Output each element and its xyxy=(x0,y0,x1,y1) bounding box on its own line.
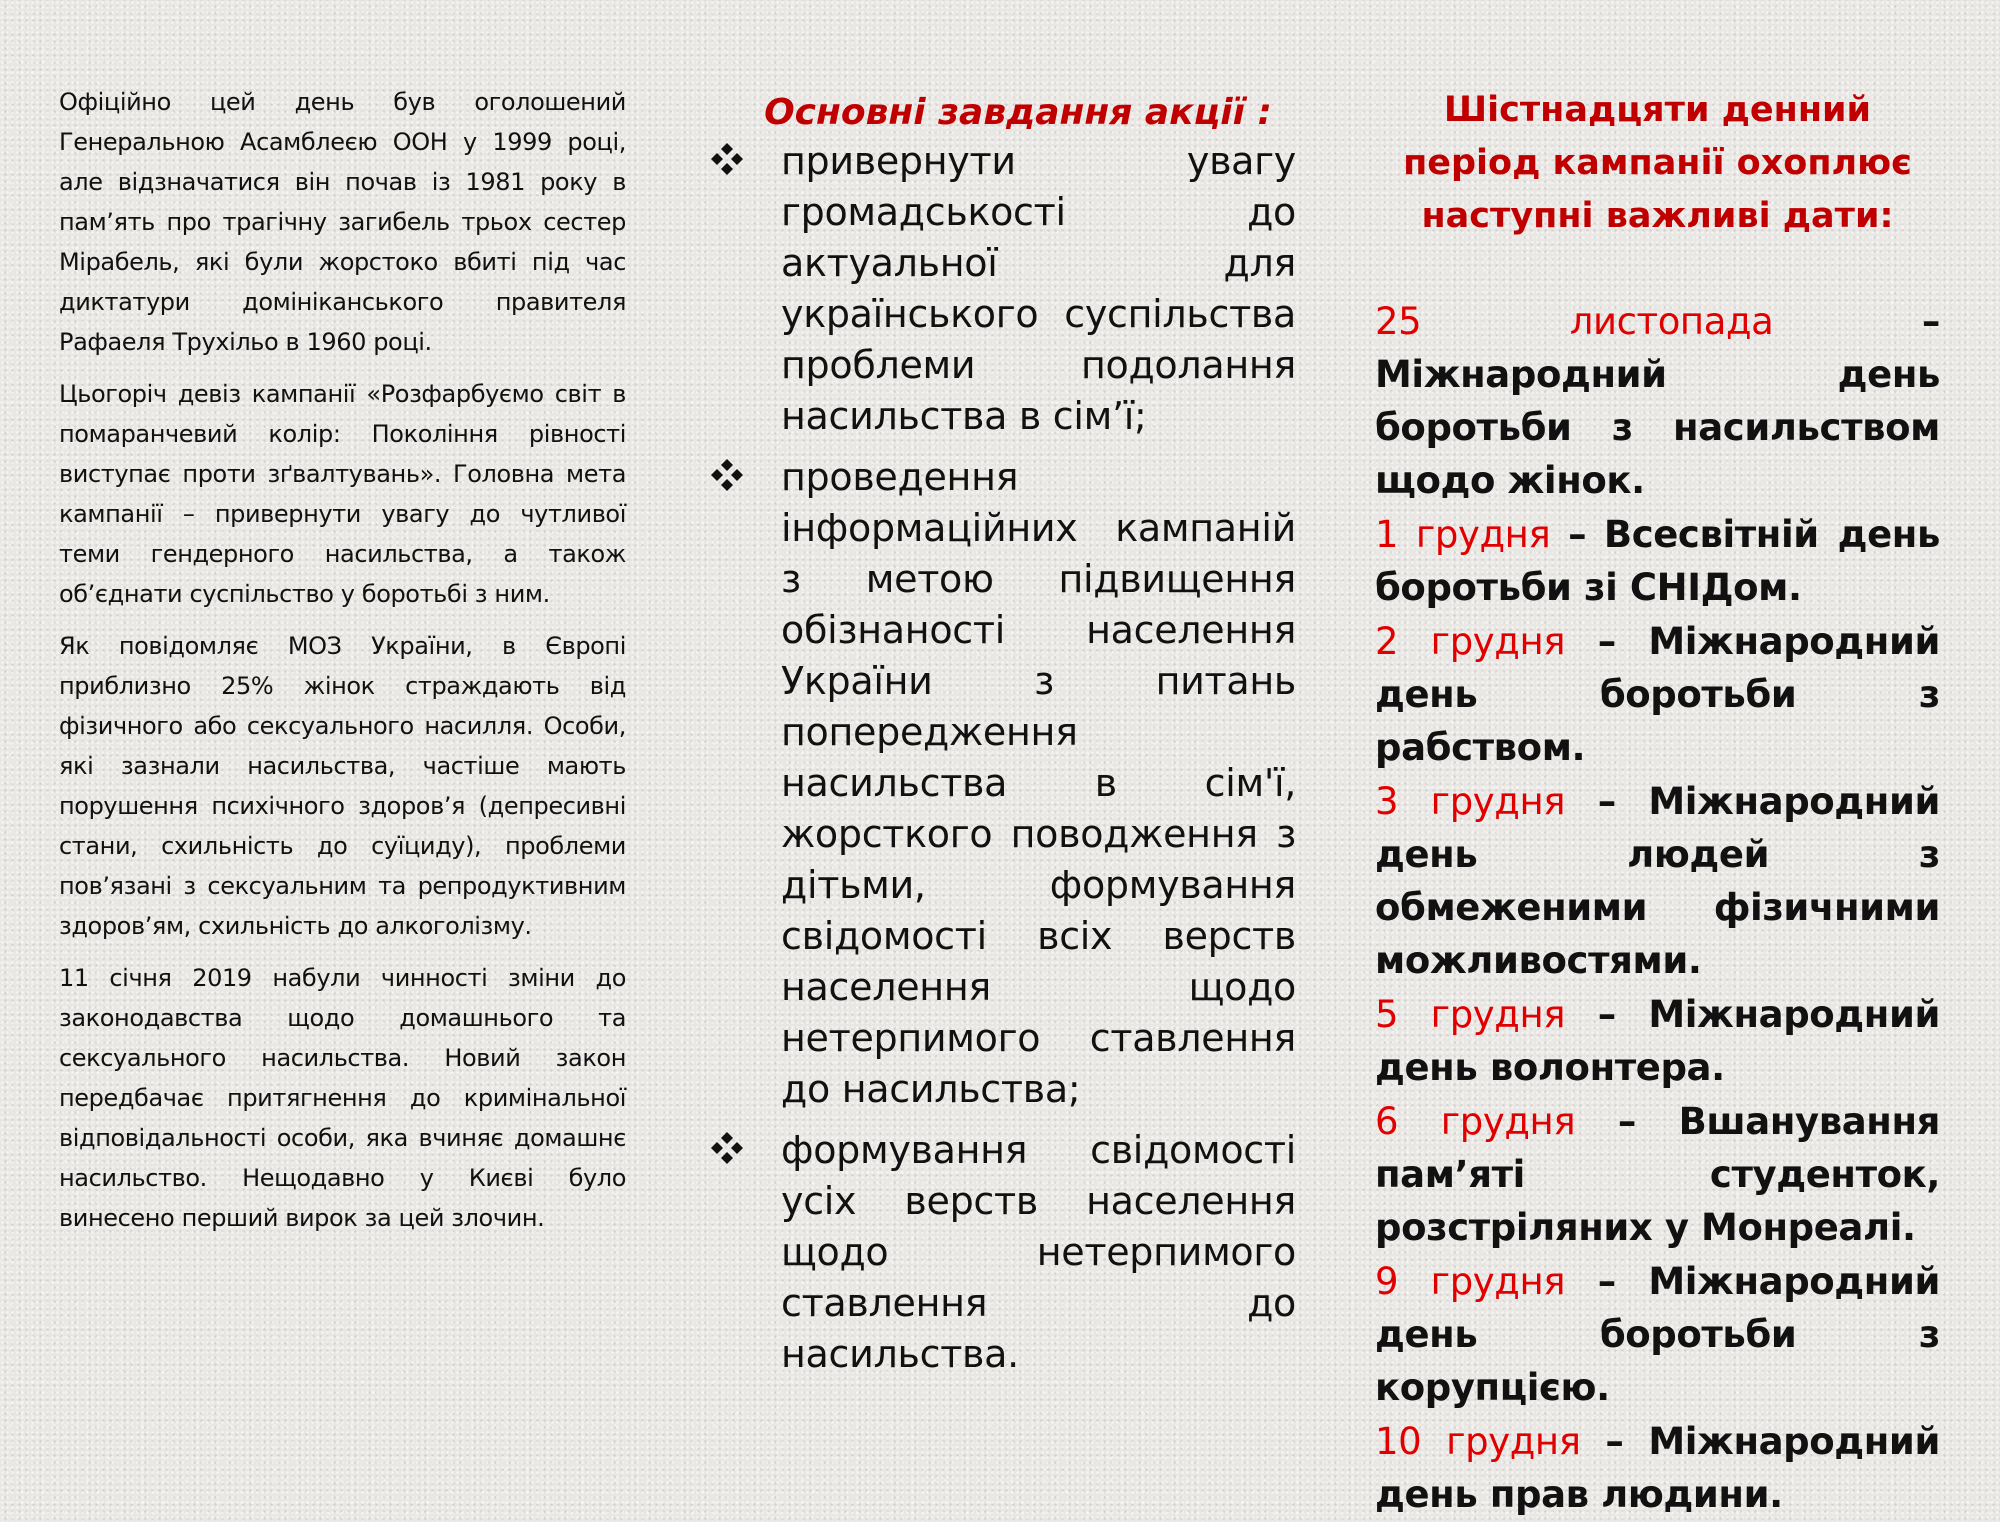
date-description: Міжнародний день прав людини. xyxy=(1375,1420,1940,1516)
date-dash: – xyxy=(1597,993,1616,1036)
date-description: Міжнародний день боротьби з насильством щодо жінок. xyxy=(1375,353,1940,502)
tasks-list xyxy=(700,136,1296,1380)
date-description: Всесвітній день боротьби зі СНІДом. xyxy=(1375,513,1940,609)
dates-heading: Шістнадцяти денний період кампанії охоплює наступні важливі дати: xyxy=(1403,90,1912,236)
task-item xyxy=(700,1125,1296,1380)
dates-list xyxy=(1375,295,1940,1521)
date-label: 6 грудня xyxy=(1375,1100,1576,1143)
date-description: Міжнародний день боротьби з корупцією. xyxy=(1375,1260,1940,1409)
date-entry xyxy=(1375,775,1940,987)
task-item xyxy=(700,136,1296,442)
date-dash: – xyxy=(1605,1420,1624,1463)
date-dash: – xyxy=(1921,300,1940,343)
date-dash: – xyxy=(1617,1100,1636,1143)
four-diamonds-icon xyxy=(710,1131,744,1165)
four-diamonds-icon xyxy=(710,458,744,492)
date-entry xyxy=(1375,508,1940,614)
date-description: Вшанування пам’яті студенток, розстріляних у Монреалі. xyxy=(1375,1100,1940,1249)
date-label: 5 грудня xyxy=(1375,993,1566,1036)
date-entry xyxy=(1375,1415,1940,1521)
tasks-heading: Основні завдання акції : xyxy=(764,92,1272,133)
task-item xyxy=(700,452,1296,1115)
date-entry xyxy=(1375,988,1940,1094)
date-label: 1 грудня xyxy=(1375,513,1551,556)
date-description: Міжнародний день боротьби з рабством. xyxy=(1375,620,1940,769)
date-label: 25 листопада xyxy=(1375,300,1774,343)
four-diamonds-icon xyxy=(710,142,744,176)
middle-column xyxy=(700,86,1296,1390)
date-entry xyxy=(1375,1255,1940,1414)
task-text: проведення інформаційних кампаній з метою підвищення обізнаності населення України з питань попередження насильства в сім'ї, жорсткого поводження з дітьми, формування свідомості всіх верств населення щодо нетерпимого ставлення до насильства; xyxy=(781,455,1296,1111)
date-entry xyxy=(1375,615,1940,774)
date-dash: – xyxy=(1568,513,1587,556)
date-description: Міжнародний день волонтера. xyxy=(1375,993,1940,1089)
paragraph-campaign-motto: Цьогоріч девіз кампанії «Розфарбуємо світ в помаранчевий колір: Покоління рівності виступає проти зґвалтувань». Головна мета кампанії – привернути увагу до чутливої теми гендерного насильства, а також об’єднати суспільство у боротьбі з ним. xyxy=(59,380,626,608)
date-entry xyxy=(1375,1095,1940,1254)
date-label: 9 грудня xyxy=(1375,1260,1566,1303)
date-dash: – xyxy=(1597,780,1616,823)
date-dash: – xyxy=(1597,620,1616,663)
date-label: 3 грудня xyxy=(1375,780,1566,823)
date-label: 10 грудня xyxy=(1375,1420,1581,1463)
left-column xyxy=(59,82,626,1250)
date-label: 2 грудня xyxy=(1375,620,1566,663)
task-text: формування свідомості усіх верств населення щодо нетерпимого ставлення до насильства. xyxy=(781,1128,1296,1376)
paragraph-law-changes: 11 січня 2019 набули чинності зміни до законодавства щодо домашнього та сексуального насильства. Новий закон передбачає притягнення до кримінальної відповідальності особи, яка вчиняє домашнє насильство. Нещодавно у Києві було винесено перший вирок за цей злочин. xyxy=(59,964,626,1232)
task-text: привернути увагу громадськості до актуальної для українського суспільства проблеми подолання насильства в сім’ї; xyxy=(781,139,1296,438)
paragraph-un-declaration: Офіційно цей день був оголошений Генеральною Асамблеєю ООН у 1999 році, але відзначатися він почав із 1981 року в пам’ять про трагічну загибель трьох сестер Мірабель, які були жорстоко вбиті під час диктатури домініканського правителя Рафаеля Трухільо в 1960 році. xyxy=(59,88,626,356)
paragraph-health-statistics: Як повідомляє МОЗ України, в Європі приблизно 25% жінок страждають від фізичного або сексуального насилля. Особи, які зазнали насильства, частіше мають порушення психічного здоров’я (депресивні стани, схильність до суїциду), проблеми пов’язані з сексуальним та репродуктивним здоров’ям, схильність до алкоголізму. xyxy=(59,632,626,940)
right-column xyxy=(1375,84,1940,1522)
date-description: Міжнародний день людей з обмеженими фізичними можливостями. xyxy=(1375,780,1940,982)
date-entry xyxy=(1375,295,1940,507)
date-dash: – xyxy=(1597,1260,1616,1303)
